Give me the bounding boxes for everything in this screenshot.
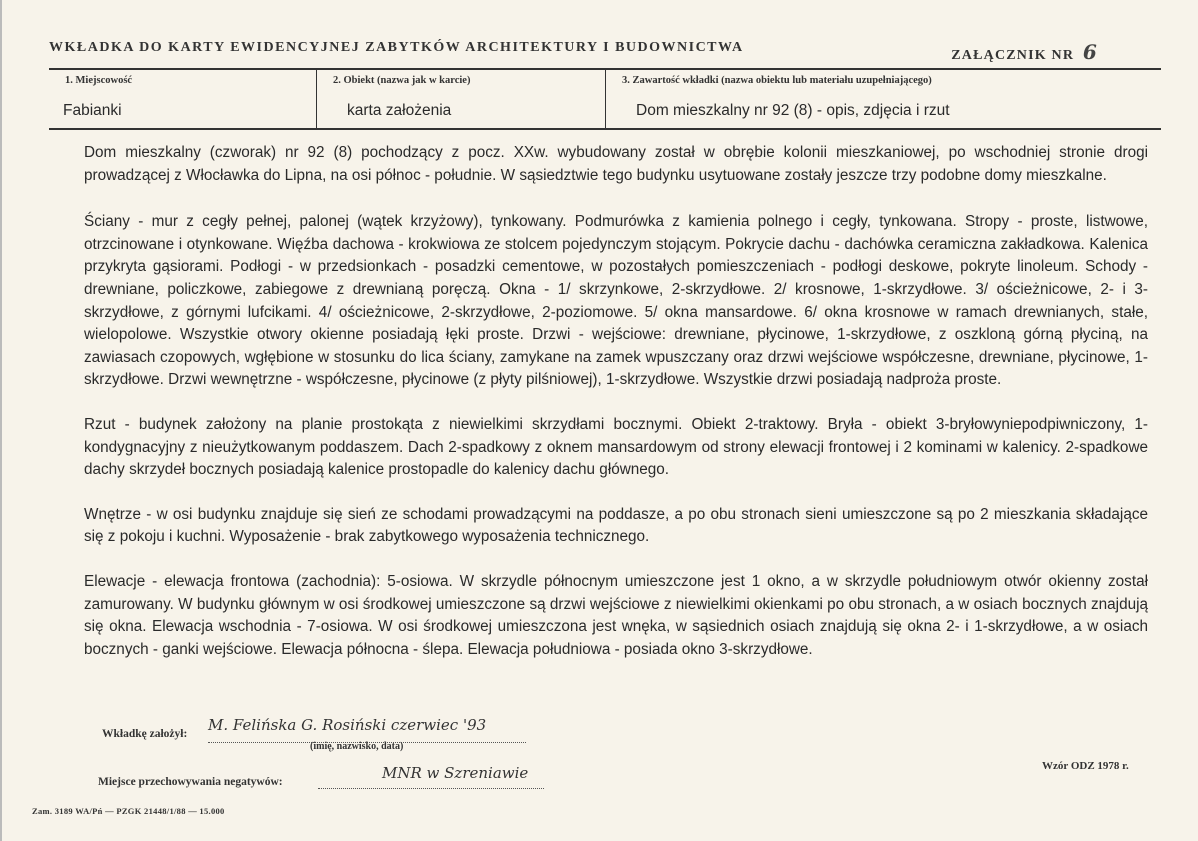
paragraph-intro: Dom mieszkalny (czworak) nr 92 (8) pochodzący z pocz. XXw. wybudowany został w obrębie kolonii mieszkaniowej, po wschodniej stronie drogi prowadzącej z Włocławka do Lipna, na osi północ - południe. W sąsiedztwie tego budynku usytuowane zostały jeszcze trzy podobne domy mieszkalne. [84, 144, 1148, 184]
prepared-by-caption: (imię, nazwisko, data) [310, 741, 404, 752]
prepared-by-handwriting: M. Felińska G. Rosiński czerwiec '93 [208, 716, 487, 734]
paragraph-plan: Rzut - budynek założony na planie prostokąta z niewielkimi skrzydłami bocznymi. Obiekt 2-traktowy. Bryła - obiekt 3-bryłowyniepodpiwniczony, 1-kondygnacyjny z nieużytkowanym poddaszem. Dach 2-spadkowy z oknem mansardowym od strony elewacji frontowej i 2 kominami w kalenicy. 2-spadkowe dachy skrzydeł bocznych posiadają kalenice prostopadle do kalenicy dachu głównego. [84, 415, 1148, 479]
annex-label [951, 40, 1098, 64]
form-title: WKŁADKA DO KARTY EWIDENCYJNEJ ZABYTKÓW ARCHITEKTURY I BUDOWNICTWA [49, 40, 744, 55]
paragraph-elevations: Elewacje - elewacja frontowa (zachodnia): 5-osiowa. W skrzydle północnym umieszczone jest 1 okno, a w skrzydle południowym otwór okienny został zamurowany. W budynku głównym w osi środkowej umieszczone są drzwi wejściowe z niewielkimi okienkami po obu stronach, a w osiach bocznych znajdują się okna. Elewacja wschodnia - 7-osiowa. W osi środkowej umieszczona jest wnęka, w sąsiednich osiach znajdują się okna 2- i 1-skrzydłowe, a w osiach bocznych - ganki wejściowe. Elewacja północna - ślepa. Elewacja południowa - posiada okno 3-skrzydłowe. [84, 572, 1148, 658]
field-content-label: 3. Zawartość wkładki (nazwa obiektu lub materiału uzupełniającego) [622, 75, 932, 86]
print-code: Zam. 3189 WA/Pń — PZGK 21448/1/88 — 15.000 [32, 806, 225, 816]
field-object [317, 70, 606, 128]
header-fields [49, 68, 1161, 130]
field-content-value: Dom mieszkalny nr 92 (8) - opis, zdjęcia i rzut [636, 102, 950, 119]
form-model: Wzór ODZ 1978 r. [1042, 760, 1129, 772]
negatives-location-label: Miejsce przechowywania negatywów: [98, 776, 283, 788]
paragraph-walls: Ściany - mur z cegły pełnej, palonej (wątek krzyżowy), tynkowany. Podmurówka z kamienia polnego i cegły, tynkowana. Stropy - proste, listwowe, otrzcinowane i otynkowane. Więźba dachowa - krokwiowa ze stolcem pojedynczym stojącym. Pokrycie dachu - dachówka ceramiczna zakładkowa. Kalenica przykryta gąsiorami. Podłogi - w przedsionkach - posadzki cementowe, w pozostałych pomieszczeniach - podłogi deskowe, pokryte linoleum. Schody - drewniane, policzkowe, zabiegowe z drewnianą poręczą. Okna - 1/ skrzynkowe, 2-skrzydłowe. 2/ krosnowe, 1-skrzydłowe. 3/ ościeżnicowe, 2- i 3-skrzydłowe, z górnymi lufcikami. 4/ ościeżnicowe, 2-skrzydłowe, 2-poziomowe. 5/ okna mansardowe. 6/ okna krosnowe w ramach drewnianych, stałe, wielopolowe. Wszystkie otwory okienne posiadają łęki proste. Drzwi - wejściowe: drewniane, płycinowe, 1-skrzydłowe, z oszkloną górną płyciną, na zawiasach czopowych, wgłębione w stosunku do lica ściany, zamykane na zamek wpuszczany oraz drzwi wejściowe współczesne, drewniane, płycinowe, 1-skrzydłowe. Drzwi wewnętrzne - współczesne, płycinowe (z płyty pilśniowej), 1-skrzydłowe. Wszystkie drzwi posiadają nadproża proste. [84, 213, 1148, 389]
paragraph-interior: Wnętrze - w osi budynku znajduje się sień ze schodami prowadzącymi na poddasze, a po obu stronach sieni umieszczone są po 2 mieszkania składające się z pokoju i kuchni. Wyposażenie - brak zabytkowego wyposażenia technicznego. [84, 505, 1148, 546]
field-locality [49, 70, 317, 128]
description-body [62, 142, 1148, 683]
prepared-by-label: Wkładkę założył: [102, 728, 188, 740]
field-object-value: karta założenia [347, 102, 452, 119]
negatives-location-handwriting: MNR w Szreniawie [382, 764, 529, 782]
annex-number: 6 [1082, 40, 1098, 64]
field-object-label: 2. Obiekt (nazwa jak w karcie) [333, 75, 471, 86]
field-locality-label: 1. Miejscowość [65, 75, 133, 86]
annex-label-text: ZAŁĄCZNIK NR [951, 48, 1075, 63]
field-content [606, 70, 1161, 128]
field-locality-value: Fabianki [63, 102, 122, 119]
